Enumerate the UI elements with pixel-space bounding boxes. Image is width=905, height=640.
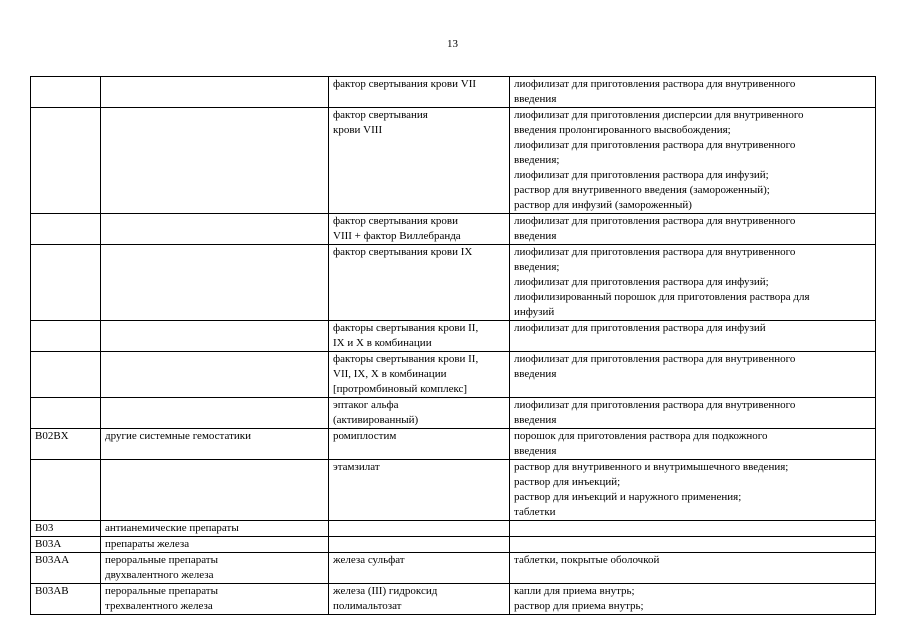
cell-text-line: ромиплостим [333, 430, 397, 442]
dosage-forms-cell [510, 245, 876, 321]
group-name-cell [101, 108, 329, 214]
table-row [31, 553, 876, 584]
cell-text-line: препараты железа [105, 538, 190, 550]
drug-name-cell [329, 214, 510, 245]
cell-text-line: [протромбиновый комплекс] [333, 383, 468, 395]
cell-text-line: железа (III) гидроксид [333, 585, 438, 597]
cell-text-line: введения [514, 230, 557, 242]
atc-code-cell [31, 398, 101, 429]
atc-code-cell [31, 321, 101, 352]
cell-text-line: фактор свертывания [333, 109, 428, 121]
atc-code-cell [31, 429, 101, 460]
cell-text-line: фактор свертывания крови IX [333, 246, 473, 258]
drug-name-cell [329, 245, 510, 321]
cell-text-line: антианемические препараты [105, 522, 239, 534]
dosage-forms-cell [510, 352, 876, 398]
cell-text: B03AB [35, 585, 69, 597]
cell-text-line: раствор для внутривенного и внутримышечного введения; [514, 461, 789, 473]
atc-code-cell [31, 108, 101, 214]
cell-text-line: раствор для приема внутрь; [514, 600, 644, 612]
atc-code-cell [31, 245, 101, 321]
table-row [31, 77, 876, 108]
group-name-cell [101, 429, 329, 460]
cell-text-line: введения [514, 93, 557, 105]
group-name-cell [101, 398, 329, 429]
cell-text-line: инфузий [514, 306, 555, 318]
cell-text-line: лиофилизат для приготовления раствора для внутривенного [514, 246, 796, 258]
dosage-forms-cell [510, 553, 876, 584]
group-name-cell [101, 245, 329, 321]
table-row [31, 584, 876, 615]
cell-text-line: фактор свертывания крови VII [333, 78, 477, 90]
cell-text-line: VII, IX, X в комбинации [333, 368, 447, 380]
dosage-forms-cell [510, 398, 876, 429]
cell-text-line: раствор для инъекций; [514, 476, 621, 488]
dosage-forms-cell [510, 429, 876, 460]
cell-text-line: лиофилизат для приготовления дисперсии для внутривенного [514, 109, 804, 121]
dosage-forms-cell [510, 321, 876, 352]
atc-code-cell [31, 460, 101, 521]
drug-name-cell [329, 108, 510, 214]
table-row [31, 214, 876, 245]
dosage-forms-cell [510, 460, 876, 521]
group-name-cell [101, 77, 329, 108]
group-name-cell [101, 537, 329, 553]
table-row [31, 352, 876, 398]
cell-text-line: раствор для инфузий (замороженный) [514, 199, 692, 211]
table-row [31, 321, 876, 352]
table-row [31, 398, 876, 429]
cell-text: B03A [35, 538, 62, 550]
cell-text-line: трехвалентного железа [105, 600, 213, 612]
cell-text-line: пероральные препараты [105, 585, 218, 597]
cell-text-line: введения [514, 414, 557, 426]
atc-code-cell [31, 77, 101, 108]
drug-name-cell [329, 553, 510, 584]
group-name-cell [101, 521, 329, 537]
drug-name-cell [329, 584, 510, 615]
dosage-forms-cell [510, 214, 876, 245]
table-row [31, 537, 876, 553]
cell-text: B03 [35, 522, 54, 534]
group-name-cell [101, 584, 329, 615]
dosage-forms-cell [510, 537, 876, 553]
cell-text-line: фактор свертывания крови [333, 215, 459, 227]
atc-code-cell [31, 584, 101, 615]
cell-text-line: двухвалентного железа [105, 569, 214, 581]
cell-text-line: лиофилизированный порошок для приготовления раствора для [514, 291, 810, 303]
atc-code-cell [31, 352, 101, 398]
cell-text-line: таблетки, покрытые оболочкой [514, 554, 660, 566]
atc-code-cell [31, 553, 101, 584]
cell-text-line: этамзилат [333, 461, 380, 473]
cell-text-line: введения; [514, 261, 560, 273]
dosage-forms-cell [510, 108, 876, 214]
cell-text-line: раствор для внутривенного введения (замороженный); [514, 184, 770, 196]
page-number: 13 [447, 38, 458, 50]
cell-text: B03AA [35, 554, 70, 566]
cell-text-line: лиофилизат для приготовления раствора для внутривенного [514, 215, 796, 227]
group-name-cell [101, 214, 329, 245]
cell-text-line: введения [514, 368, 557, 380]
cell-text-line: таблетки [514, 506, 556, 518]
cell-text: B02BX [35, 430, 69, 442]
cell-text-line: лиофилизат для приготовления раствора для инфузий; [514, 276, 769, 288]
drug-name-cell [329, 429, 510, 460]
cell-text-line: факторы свертывания крови II, [333, 322, 479, 334]
group-name-cell [101, 321, 329, 352]
drug-table [30, 76, 876, 615]
group-name-cell [101, 460, 329, 521]
cell-text-line: IX и X в комбинации [333, 337, 432, 349]
cell-text-line: лиофилизат для приготовления раствора для внутривенного [514, 78, 796, 90]
cell-text-line: лиофилизат для приготовления раствора для инфузий; [514, 169, 769, 181]
cell-text-line: введения [514, 445, 557, 457]
cell-text-line: (активированный) [333, 414, 419, 426]
drug-name-cell [329, 321, 510, 352]
drug-name-cell [329, 398, 510, 429]
cell-text-line: факторы свертывания крови II, [333, 353, 479, 365]
cell-text-line: крови VIII [333, 124, 383, 136]
cell-text-line: капли для приема внутрь; [514, 585, 635, 597]
drug-name-cell [329, 77, 510, 108]
group-name-cell [101, 352, 329, 398]
cell-text-line: введения пролонгированного высвобождения; [514, 124, 731, 136]
cell-text-line: порошок для приготовления раствора для подкожного [514, 430, 768, 442]
cell-text-line: полимальтозат [333, 600, 402, 612]
cell-text-line: введения; [514, 154, 560, 166]
atc-code-cell [31, 537, 101, 553]
cell-text-line: железа сульфат [333, 554, 405, 566]
cell-text-line: другие системные гемостатики [105, 430, 252, 442]
atc-code-cell [31, 214, 101, 245]
dosage-forms-cell [510, 584, 876, 615]
table-row [31, 460, 876, 521]
cell-text-line: пероральные препараты [105, 554, 218, 566]
group-name-cell [101, 553, 329, 584]
drug-name-cell [329, 521, 510, 537]
table-row [31, 245, 876, 321]
table-row [31, 429, 876, 460]
drug-name-cell [329, 460, 510, 521]
dosage-forms-cell [510, 521, 876, 537]
cell-text-line: лиофилизат для приготовления раствора для внутривенного [514, 399, 796, 411]
table-row [31, 108, 876, 214]
cell-text-line: лиофилизат для приготовления раствора для внутривенного [514, 139, 796, 151]
cell-text-line: VIII + фактор Виллебранда [333, 230, 461, 242]
drug-name-cell [329, 537, 510, 553]
cell-text-line: эптаког альфа [333, 399, 399, 411]
cell-text-line: лиофилизат для приготовления раствора для внутривенного [514, 353, 796, 365]
drug-name-cell [329, 352, 510, 398]
cell-text-line: раствор для инъекций и наружного применения; [514, 491, 742, 503]
atc-code-cell [31, 521, 101, 537]
table-body [31, 77, 876, 615]
dosage-forms-cell [510, 77, 876, 108]
cell-text-line: лиофилизат для приготовления раствора для инфузий [514, 322, 766, 334]
table-row [31, 521, 876, 537]
